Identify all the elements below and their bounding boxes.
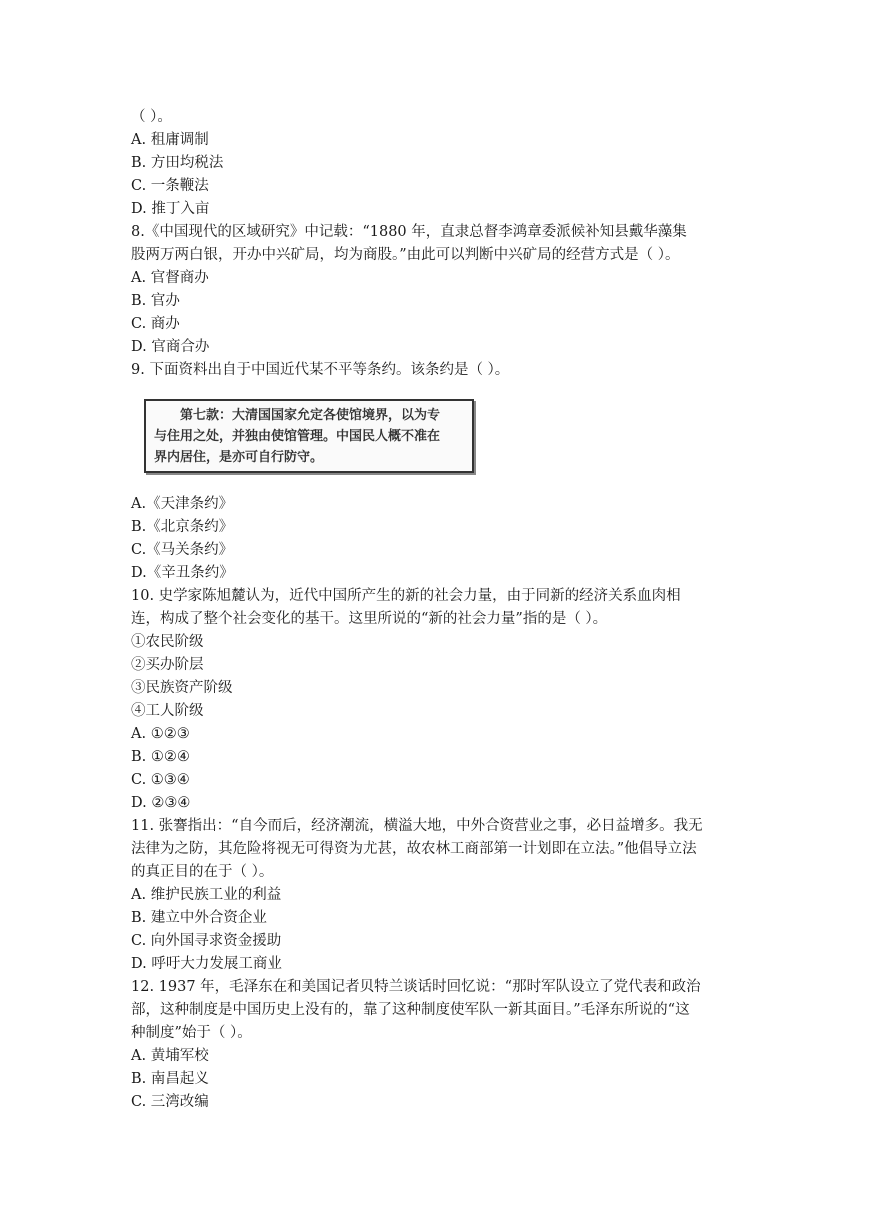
text-line: C. 商办 [131, 316, 180, 332]
text-line: C. 一条鞭法 [131, 178, 209, 194]
text-line: 10. 史学家陈旭麓认为，近代中国所产生的新的社会力量，由于同新的经济关系血肉相 [131, 588, 681, 604]
text-line: 部，这种制度是中国历史上没有的，靠了这种制度使军队一新其面目。”毛泽东所说的“这 [131, 1002, 690, 1018]
treaty-excerpt-figure [144, 399, 474, 473]
text-line: D.《辛丑条约》 [131, 565, 234, 581]
text-line: A. 租庸调制 [131, 132, 209, 148]
text-line: 种制度”始于（ ）。 [131, 1025, 252, 1041]
text-line: 12. 1937 年，毛泽东在和美国记者贝特兰谈话时回忆说：“那时军队设立了党代表和政治 [131, 979, 701, 995]
text-line: B. 南昌起义 [131, 1071, 209, 1087]
text-line: C. 向外国寻求资金援助 [131, 933, 282, 949]
text-line: 的真正目的在于（ ）。 [131, 864, 274, 880]
text-line: A. 黄埔军校 [131, 1048, 209, 1064]
text-line: C. ①③④ [131, 772, 190, 788]
text-line: B.《北京条约》 [131, 519, 234, 535]
text-line: A. 官督商办 [131, 270, 209, 286]
treaty-excerpt-line: 第七款：大清国国家允定各使馆境界，以为专 [154, 408, 441, 423]
text-line: ②买办阶层 [131, 657, 204, 673]
text-line: A. 维护民族工业的利益 [131, 887, 282, 903]
text-line: 连，构成了整个社会变化的基干。这里所说的“新的社会力量”指的是（ ）。 [131, 611, 608, 627]
text-line: ③民族资产阶级 [131, 680, 233, 696]
text-line: ①农民阶级 [131, 634, 204, 650]
text-line: B. 方田均税法 [131, 155, 224, 171]
text-line: D. 推丁入亩 [131, 201, 210, 217]
text-line: （ ）。 [131, 109, 172, 125]
text-line: 8.《中国现代的区域研究》中记载：“1880 年，直隶总督李鸿章委派候补知县戴华藻集 [131, 224, 687, 240]
text-line: 股两万两白银，开办中兴矿局，均为商股。”由此可以判断中兴矿局的经营方式是（ ）。 [131, 247, 680, 263]
text-line: D. 呼吁大力发展工商业 [131, 956, 282, 972]
text-line: 11. 张謇指出：“自今而后，经济潮流，横溢大地，中外合资营业之事，必日益增多。我无 [131, 818, 703, 834]
text-line: B. 建立中外合资企业 [131, 910, 267, 926]
text-line: A. ①②③ [131, 726, 190, 742]
text-line: D. ②③④ [131, 795, 191, 811]
text-line: A.《天津条约》 [131, 496, 234, 512]
text-line: C. 三湾改编 [131, 1094, 209, 1110]
treaty-excerpt-line: 界内居住，是亦可自行防守。 [154, 450, 324, 465]
text-line: B. 官办 [131, 293, 180, 309]
treaty-excerpt-line: 与住用之处，并独由使馆管理。中国民人概不准在 [154, 429, 441, 444]
text-line: B. ①②④ [131, 749, 190, 765]
text-line: 9. 下面资料出自于中国近代某不平等条约。该条约是（ ）。 [131, 362, 510, 378]
text-line: C.《马关条约》 [131, 542, 234, 558]
text-line: ④工人阶级 [131, 703, 204, 719]
text-line: 法律为之防，其危险将视无可得资为尤甚，故农林工商部第一计划即在立法。”他倡导立法 [131, 841, 697, 857]
text-line: D. 官商合办 [131, 339, 210, 355]
